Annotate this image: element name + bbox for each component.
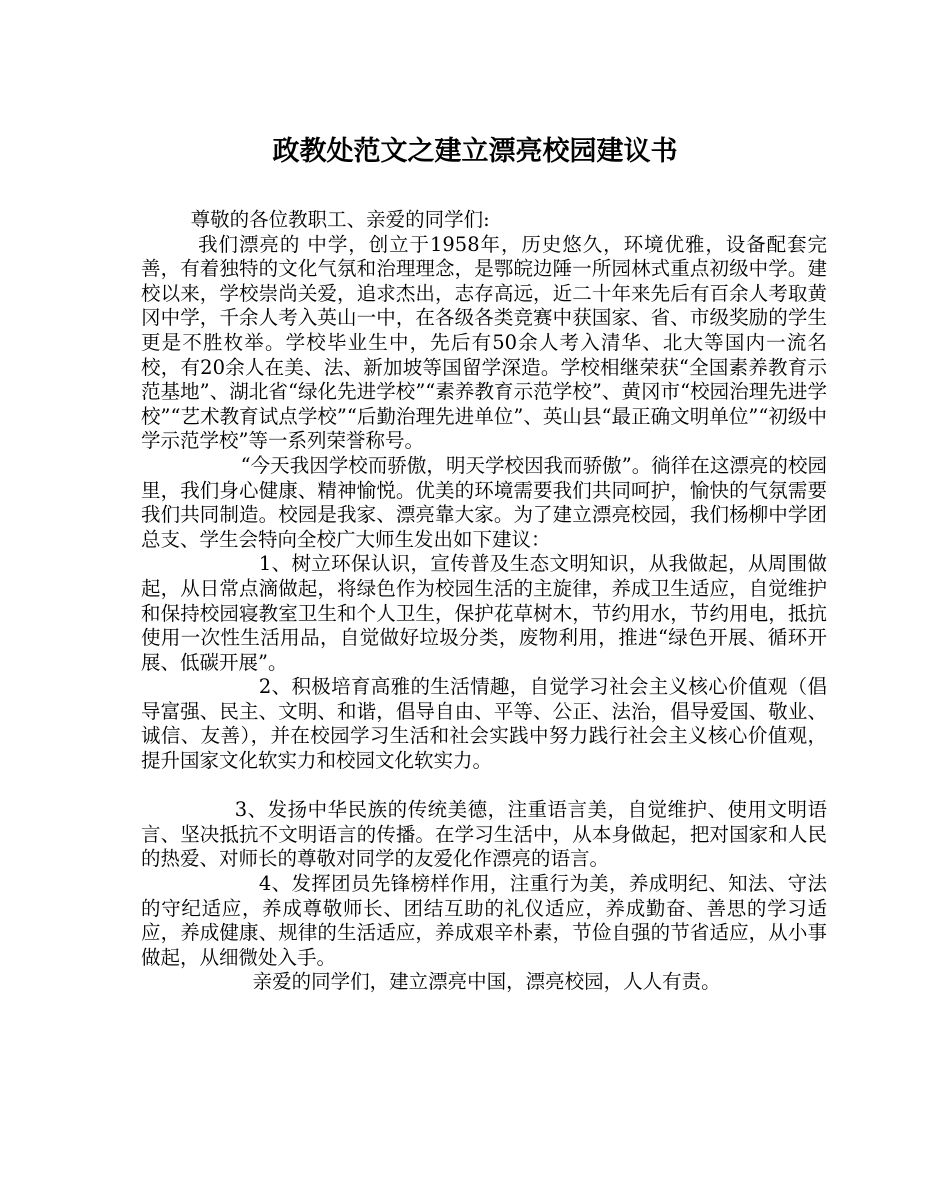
proposal-item-3: 3、发扬中华民族的传统美德，注重语言美，自觉维护、使用文明语言、坚决抵抗不文明语言的传播。在学习生活中，从本身做起，把对国家和人民的热爱、对师长的尊敬对同学的友爱化作漂亮的语言。	[141, 798, 827, 871]
document-title: 政教处范文之建立漂亮校园建议书	[272, 136, 678, 167]
closing-paragraph: 亲爱的同学们，建立漂亮中国，漂亮校园，人人有责。	[141, 970, 721, 994]
document-body	[141, 208, 827, 995]
school-intro-paragraph: 我们漂亮的 中学，创立于1958年，历史悠久，环境优雅，设备配套完善，有着独特的文化气氛和治理理念，是鄂皖边陲一所园林式重点初级中学。建校以来，学校崇尚关爱，追求杰出，志存高远，近二十年来先后有百余人考取黄冈中学，千余人考入英山一中，在各级各类竞赛中获国家、省、市级奖励的学生更是不胜枚举。学校毕业生中，先后有50余人考入清华、北大等国内一流名校，有20余人在美、法、新加坡等国留学深造。学校相继荣获“全国素养教育示范基地”、湖北省“绿化先进学校”“素养教育示范学校”、黄冈市“校园治理先进学校”“艺术教育试点学校”“后勤治理先进单位”、英山县“最正确文明单位”“初级中学示范学校”等一系列荣誉称号。	[141, 232, 828, 453]
motto-paragraph: “今天我因学校而骄傲，明天学校因我而骄傲”。徜徉在这漂亮的校园里，我们身心健康、精神愉悦。优美的环境需要我们共同呵护，愉快的气氛需要我们共同制造。校园是我家、漂亮靠大家。为了建立漂亮校园，我们杨柳中学团总支、学生会特向全校广大师生发出如下建议：	[141, 453, 827, 551]
proposal-item-1: 1、树立环保认识，宣传普及生态文明知识，从我做起，从周围做起，从日常点滴做起，将绿色作为校园生活的主旋律，养成卫生适应，自觉维护和保持校园寝教室卫生和个人卫生，保护花草树木，节约用水，节约用电，抵抗使用一次性生活用品，自觉做好垃圾分类，废物利用，推进“绿色开展、循环开展、低碳开展”。	[141, 552, 827, 674]
proposal-item-2: 2、积极培育高雅的生活情趣，自觉学习社会主义核心价值观（倡导富强、民主、文明、和谐，倡导自由、平等、公正、法治，倡导爱国、敬业、诚信、友善），并在校园学习生活和社会实践中努力践行社会主义核心价值观，提升国家文化软实力和校园文化软实力。	[141, 675, 827, 773]
blank-line	[141, 774, 827, 799]
salutation-paragraph: 尊敬的各位教职工、亲爱的同学们:	[141, 208, 490, 231]
proposal-item-4: 4、发挥团员先锋榜样作用，注重行为美，养成明纪、知法、守法的守纪适应，养成尊敬师长、团结互助的礼仪适应，养成勤奋、善思的学习适应，养成健康、规律的生活适应，养成艰辛朴素，节俭自强的节省适应，从小事做起，从细微处入手。	[141, 872, 827, 969]
